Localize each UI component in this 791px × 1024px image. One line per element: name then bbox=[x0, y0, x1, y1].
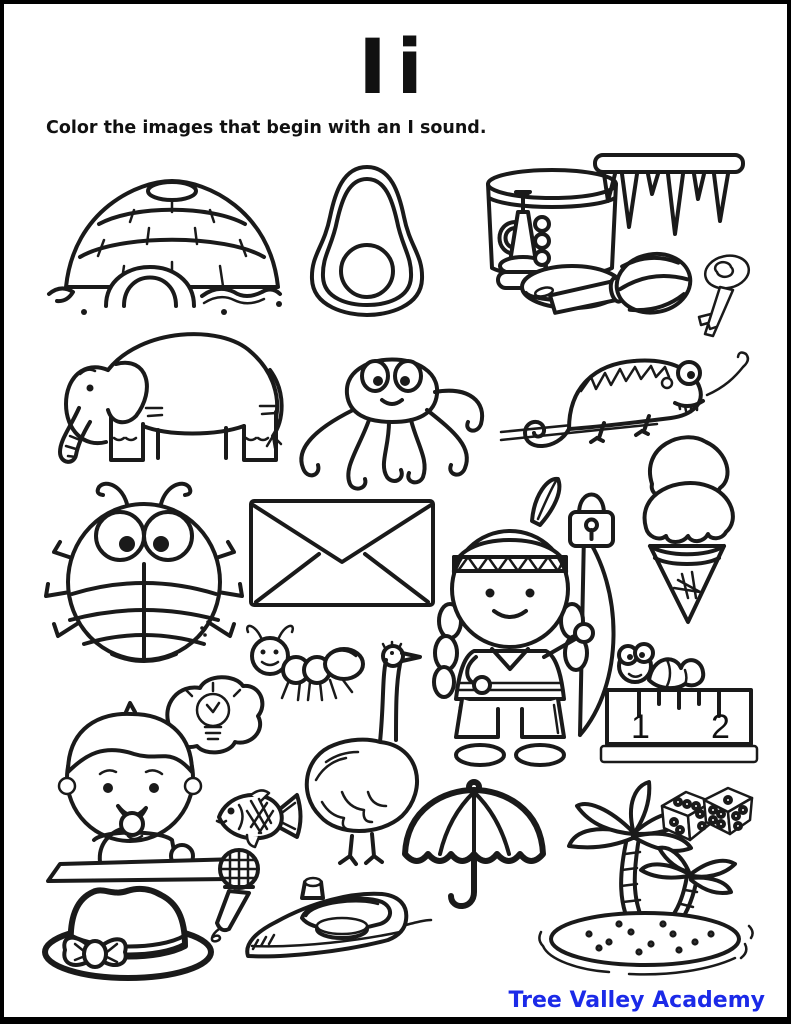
inchworm-ruler-image bbox=[599, 634, 759, 764]
ruler-number-1: 1 bbox=[631, 708, 650, 746]
instruction-text: Color the images that begin with an I sound. bbox=[46, 118, 487, 138]
ruler-number-2: 2 bbox=[711, 708, 730, 746]
insect-image bbox=[42, 472, 247, 667]
dice-image bbox=[656, 782, 756, 852]
footer-brand: Tree Valley Academy bbox=[508, 988, 765, 1013]
icicles-image bbox=[589, 149, 749, 244]
hat-image bbox=[39, 872, 214, 982]
ice-cream-image bbox=[622, 422, 752, 627]
invitation-envelope-image bbox=[247, 496, 437, 611]
page-title: Ii bbox=[358, 22, 433, 111]
fish-image bbox=[209, 769, 304, 859]
padlock-image bbox=[564, 482, 619, 552]
maraca-image bbox=[544, 249, 699, 329]
iron-image bbox=[242, 856, 432, 986]
avocado-image bbox=[297, 159, 437, 319]
elephant-image bbox=[46, 312, 301, 477]
igloo-image bbox=[44, 154, 299, 324]
